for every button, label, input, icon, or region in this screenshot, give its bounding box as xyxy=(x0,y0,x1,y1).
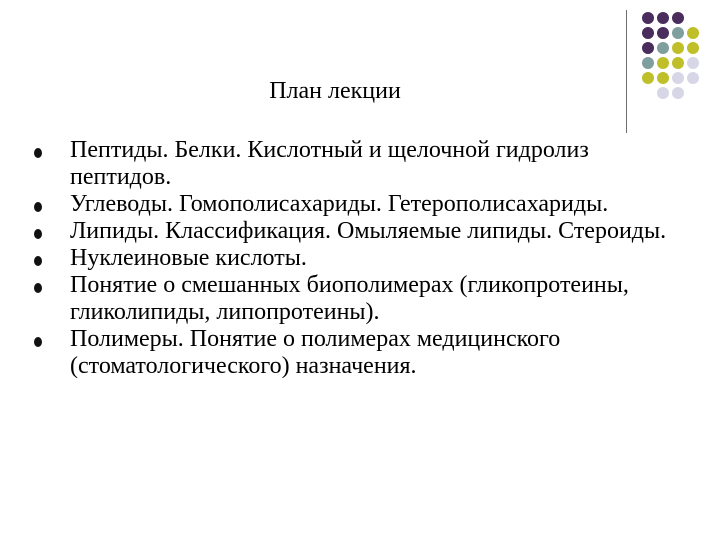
list-item xyxy=(34,191,674,218)
bullet-icon xyxy=(34,256,42,266)
list-item-text: Полимеры. Понятие о полимерах медицинского (стоматологического) назначения. xyxy=(70,326,561,379)
decorative-dot xyxy=(657,72,669,84)
decorative-dot-grid xyxy=(640,10,720,120)
decorative-dot xyxy=(657,57,669,69)
decorative-dot xyxy=(687,42,699,54)
decorative-dot xyxy=(672,27,684,39)
decorative-dot xyxy=(657,42,669,54)
decorative-dot xyxy=(642,57,654,69)
decorative-dot xyxy=(687,27,699,39)
list-item-text: Нуклеиновые кислоты. xyxy=(70,245,307,271)
bullet-icon xyxy=(34,202,42,212)
list-item xyxy=(34,272,674,326)
decorative-divider xyxy=(626,10,627,133)
decorative-dot xyxy=(672,87,684,99)
decorative-dot xyxy=(687,72,699,84)
list-item-text: Липиды. Классификация. Омыляемые липиды. Стероиды. xyxy=(70,218,667,244)
list-item xyxy=(34,245,674,272)
decorative-dot xyxy=(642,12,654,24)
decorative-dot xyxy=(672,57,684,69)
list-item-text: Пептиды. Белки. Кислотный и щелочной гидролиз пептидов. xyxy=(70,137,589,190)
decorative-dot xyxy=(687,57,699,69)
list-item xyxy=(34,137,674,191)
slide-title: План лекции xyxy=(269,78,401,104)
list-item-text: Углеводы. Гомополисахариды. Гетерополисахариды. xyxy=(70,191,609,217)
decorative-dot xyxy=(642,42,654,54)
decorative-dot xyxy=(657,27,669,39)
bullet-icon xyxy=(34,148,42,158)
decorative-dot xyxy=(642,27,654,39)
decorative-dot xyxy=(642,72,654,84)
list-item xyxy=(34,326,674,380)
bullet-icon xyxy=(34,283,42,293)
decorative-dot xyxy=(657,87,669,99)
bullet-icon xyxy=(34,229,42,239)
list-item xyxy=(34,218,674,245)
decorative-dot xyxy=(672,72,684,84)
decorative-dot xyxy=(657,12,669,24)
lecture-plan-list xyxy=(34,137,674,380)
decorative-dot xyxy=(672,12,684,24)
bullet-icon xyxy=(34,337,42,347)
list-item-text: Понятие о смешанных биополимерах (гликопротеины, гликолипиды, липопротеины). xyxy=(70,272,629,325)
decorative-dot xyxy=(672,42,684,54)
